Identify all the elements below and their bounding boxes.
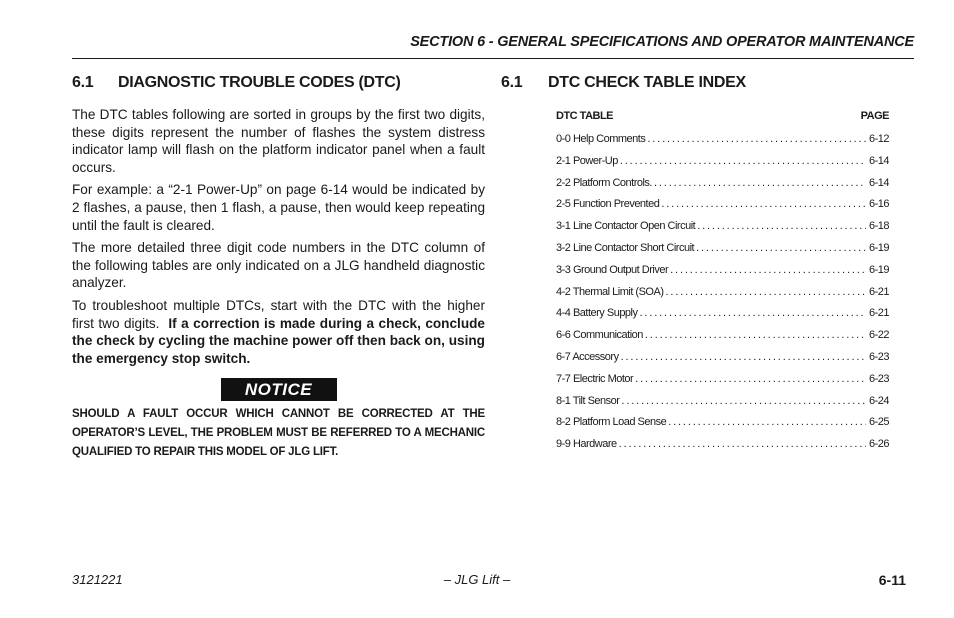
dtc-index-row[interactable] bbox=[556, 303, 889, 325]
dtc-index-row[interactable] bbox=[556, 412, 889, 434]
dtc-index-page: 6-19 bbox=[868, 241, 889, 254]
footer-center: – JLG Lift – bbox=[443, 572, 511, 587]
dtc-index-label: 6-6 Communication bbox=[556, 329, 643, 342]
footer-page-number: 6-11 bbox=[878, 572, 906, 588]
dtc-index-label: 3-2 Line Contactor Short Circuit bbox=[556, 241, 695, 254]
dtc-index-table bbox=[556, 108, 889, 456]
dtc-index-row[interactable] bbox=[556, 391, 889, 413]
dtc-index-label: 8-2 Platform Load Sense bbox=[556, 416, 667, 429]
dtc-index-page: 6-21 bbox=[868, 285, 889, 298]
paragraph-4 bbox=[72, 297, 485, 367]
dtc-index-row[interactable] bbox=[556, 347, 889, 369]
section-header: SECTION 6 - GENERAL SPECIFICATIONS AND OPERATOR MAINTENANCE bbox=[410, 34, 914, 50]
dtc-index-label: 3-1 Line Contactor Open Circuit bbox=[556, 220, 696, 233]
right-heading-number: 6.1 bbox=[501, 74, 523, 91]
dot-leader bbox=[640, 303, 866, 325]
notice-text: SHOULD A FAULT OCCUR WHICH CANNOT BE CORRECTED AT THE OPERATOR’S LEVEL, THE PROBLEM MUST BE REFERRED TO A MECHANIC QUALIFIED TO REPAIR THIS MODEL OF JLG LIFT. bbox=[72, 408, 485, 458]
dot-leader bbox=[666, 282, 866, 304]
dtc-index-row[interactable] bbox=[556, 151, 889, 173]
right-heading bbox=[501, 74, 746, 92]
dtc-index-page: 6-26 bbox=[868, 438, 889, 451]
right-heading-title: DTC CHECK TABLE INDEX bbox=[548, 74, 746, 91]
dtc-index-label: 0-0 Help Comments bbox=[556, 133, 646, 145]
dtc-index-label: 2-5 Function Prevented bbox=[556, 198, 660, 211]
dot-leader bbox=[661, 194, 866, 216]
dtc-index-row[interactable] bbox=[556, 325, 889, 347]
dtc-index-page: 6-14 bbox=[868, 154, 889, 167]
left-heading-number: 6.1 bbox=[72, 74, 94, 91]
dtc-index-page: 6-23 bbox=[868, 372, 889, 385]
dtc-index-row[interactable] bbox=[556, 369, 889, 391]
notice-label: NOTICE bbox=[221, 378, 337, 401]
dtc-index-row[interactable] bbox=[556, 434, 889, 456]
header-rule bbox=[72, 58, 914, 59]
left-heading bbox=[72, 74, 401, 92]
dtc-index-page: 6-12 bbox=[868, 133, 889, 145]
dtc-index-label: 8-1 Tilt Sensor bbox=[556, 394, 620, 407]
dtc-index-row[interactable] bbox=[556, 173, 889, 195]
dtc-index-row[interactable] bbox=[556, 216, 889, 238]
paragraph-4-normal: To troubleshoot multiple DTCs, start with the DTC with the higher first two digits. bbox=[72, 297, 485, 331]
dtc-index-header bbox=[556, 108, 889, 129]
dtc-index-row[interactable] bbox=[556, 194, 889, 216]
left-body bbox=[72, 106, 485, 372]
dtc-index-label: 2-2 Platform Controls. bbox=[556, 176, 652, 189]
dot-leader bbox=[654, 173, 866, 195]
col-dtc-table: DTC TABLE bbox=[556, 110, 614, 122]
dot-leader bbox=[645, 325, 866, 347]
dtc-index-label: 4-2 Thermal Limit (SOA) bbox=[556, 285, 664, 298]
dtc-index-row[interactable] bbox=[556, 282, 889, 304]
dtc-index-label: 9-9 Hardware bbox=[556, 438, 617, 451]
dtc-index-row[interactable] bbox=[556, 238, 889, 260]
dtc-index-page: 6-24 bbox=[868, 394, 889, 407]
dtc-index-label: 4-4 Battery Supply bbox=[556, 307, 638, 320]
dot-leader bbox=[621, 347, 866, 369]
dtc-index-rows bbox=[556, 129, 889, 456]
notice-box bbox=[72, 378, 485, 401]
dtc-index-row[interactable] bbox=[556, 260, 889, 282]
dtc-index-page: 6-23 bbox=[868, 350, 889, 363]
dtc-index-page: 6-25 bbox=[868, 416, 889, 429]
paragraph-2: For example: a “2-1 Power-Up” on page 6-14 would be indicated by 2 flashes, a pause, then 1 flash, a pause, then would keep repeating until the fault is cleared. bbox=[72, 182, 485, 233]
dtc-index-label: 7-7 Electric Motor bbox=[556, 372, 634, 385]
dot-leader bbox=[668, 412, 866, 434]
left-heading-title: DIAGNOSTIC TROUBLE CODES (DTC) bbox=[118, 74, 401, 91]
dot-leader bbox=[647, 129, 866, 151]
dot-leader bbox=[635, 369, 866, 391]
paragraph-1: The DTC tables following are sorted in groups by the first two digits, these digits represent the number of flashes the system distress indicator lamp will flash on the platform indicator panel when a fault occurs. bbox=[72, 107, 485, 175]
dtc-index-label: 3-3 Ground Output Driver bbox=[556, 263, 669, 276]
dot-leader bbox=[697, 216, 866, 238]
dtc-index-row[interactable] bbox=[556, 129, 889, 151]
dtc-index-page: 6-21 bbox=[868, 307, 889, 320]
dot-leader bbox=[621, 391, 866, 413]
dot-leader bbox=[620, 151, 866, 173]
paragraph-4-bold: If a correction is made during a check, conclude the check by cycling the machine power off then back on, using the emergency stop switch. bbox=[72, 315, 485, 366]
dtc-index-page: 6-14 bbox=[868, 176, 889, 189]
dtc-index-label: 6-7 Accessory bbox=[556, 350, 619, 363]
dtc-index-page: 6-16 bbox=[868, 198, 889, 211]
dtc-index-page: 6-18 bbox=[868, 220, 889, 233]
dot-leader bbox=[696, 238, 866, 260]
dtc-index-page: 6-22 bbox=[868, 329, 889, 342]
paragraph-3: The more detailed three digit code numbers in the DTC column of the following tables are only indicated on a JLG handheld diagnostic analyzer. bbox=[72, 240, 485, 291]
dtc-index-label: 2-1 Power-Up bbox=[556, 154, 618, 167]
dtc-index-page: 6-19 bbox=[868, 263, 889, 276]
dot-leader bbox=[670, 260, 866, 282]
col-page: PAGE bbox=[860, 110, 889, 122]
dot-leader bbox=[619, 434, 866, 456]
footer-doc-number: 3121221 bbox=[72, 572, 123, 587]
